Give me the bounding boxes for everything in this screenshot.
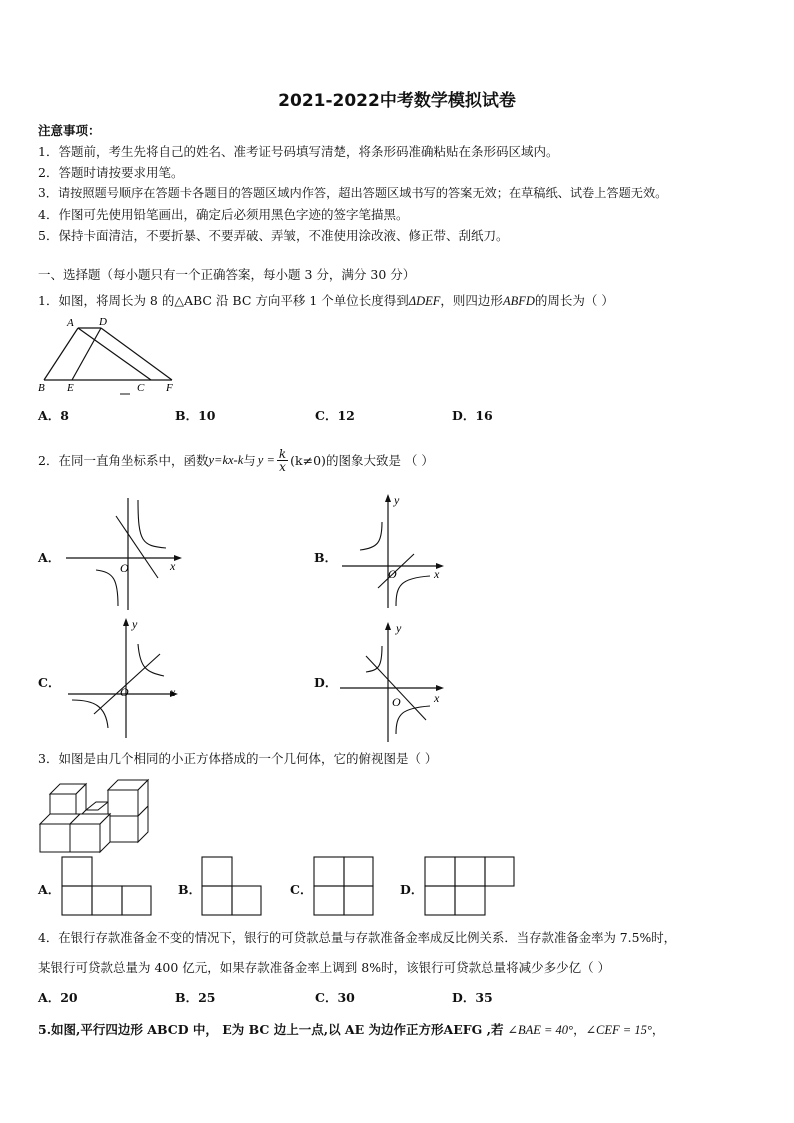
q4-option-a[interactable]: A．20 [38,990,78,1005]
question-4-line-1: 4．在银行存款准备金不变的情况下，银行的可贷款总量与存款准备金率成反比例关系．当存款准备金率为 7.5%时， [38,930,677,945]
q4-option-b[interactable]: B．25 [175,990,216,1005]
q1-option-a[interactable]: A．8 [38,408,69,423]
question-3-text: 3．如图是由几个相同的小正方体搭成的一个几何体，它的俯视图是（ ） [38,751,438,766]
q3-option-c[interactable]: C． [290,882,313,897]
q3-option-b[interactable]: B． [178,882,202,897]
origin-label: O [120,685,129,699]
question-4-line-2: 某银行可贷款总量为 400 亿元，如果存款准备金率上调到 8%时，该银行可贷款总量将减少多少亿（ ） [38,960,611,975]
y-axis-label: y [394,493,400,507]
question-1-text: 1．如图，将周长为 8 的△ABC 沿 BC 方向平移 1 个单位长度得到ΔDEF，则四边形ABFD的周长为（ ） [38,293,614,308]
x-axis-label: x [434,567,440,581]
q3-option-b-figure [201,856,263,918]
vertex-label-e: E [67,382,74,394]
q2-graph-b [338,490,450,608]
notice-item: 2．答题时请按要求用笔。 [38,165,184,180]
q1-option-d[interactable]: D．16 [452,408,493,423]
fraction-numerator: k [278,446,287,461]
q3-option-a[interactable]: A． [38,882,61,897]
notice-item: 4．作图可先使用铅笔画出，确定后必须用黑色字迹的签字笔描黑。 [38,207,409,222]
question-2-text: 2．在同一直角坐标系中，函数 y=kx-k 与 y = $\frac{k}{x}$ (k≠0) 的图象大致是 （ ） [38,446,434,474]
q3-option-d[interactable]: D． [400,882,424,897]
section-heading: 一、选择题（每小题只有一个正确答案，每小题 3 分，满分 30 分） [38,267,416,282]
notice-item: 5．保持卡面清洁，不要折暴、不要弄破、弄皱，不准使用涂改液、修正带、刮纸刀。 [38,228,509,243]
origin-label: O [388,567,397,581]
q3-option-d-figure [424,856,516,918]
x-axis-label: x [170,685,176,699]
q2-graph-d [340,618,452,742]
q3-cube-stack-figure [36,776,156,856]
vertex-label-a: A [67,317,74,329]
question-5-text: 5.如图,平行四边形 ABCD 中， E为 BC 边上一点,以 AE 为边作正方形AEFG ,若 ∠BAE = 40°，∠CEF = 15°， [38,1022,665,1037]
fraction-denominator: x [279,459,286,474]
vertex-label-d: D [99,316,107,328]
q1-option-c[interactable]: C．12 [315,408,355,423]
q1-option-b[interactable]: B．10 [175,408,216,423]
vertex-label-c: C [137,382,145,394]
page-title: 2021-2022中考数学模拟试卷 [278,91,516,111]
notice-item: 1．答题前，考生先将自己的姓名、准考证号码填写清楚，将条形码准确粘贴在条形码区域内。 [38,144,559,159]
q4-option-c[interactable]: C．30 [315,990,355,1005]
notice-heading: 注意事项： [38,123,101,138]
q4-option-d[interactable]: D．35 [452,990,493,1005]
notice-item: 3．请按照题号顺序在答题卡各题目的答题区域内作答，超出答题区域书写的答案无效；在草稿纸、试卷上答题无效。 [38,186,668,200]
q3-option-c-figure [313,856,375,918]
q2-graph-c [64,614,188,738]
y-axis-label: y [396,621,402,635]
q2-graph-a [66,494,188,610]
y-axis-label: y [132,617,138,631]
q2-option-a[interactable]: A． [38,550,61,565]
origin-label: O [120,561,129,575]
vertex-label-b: B [38,382,45,394]
x-axis-label: x [170,559,176,573]
origin-label: O [392,695,401,709]
vertex-label-f: F [166,382,173,394]
q3-option-a-figure [61,856,153,918]
q2-option-b[interactable]: B． [314,550,338,565]
q2-option-c[interactable]: C． [38,675,61,690]
x-axis-label: x [434,691,440,705]
q2-option-d[interactable]: D． [314,675,338,690]
q1-triangle-figure [36,314,186,396]
